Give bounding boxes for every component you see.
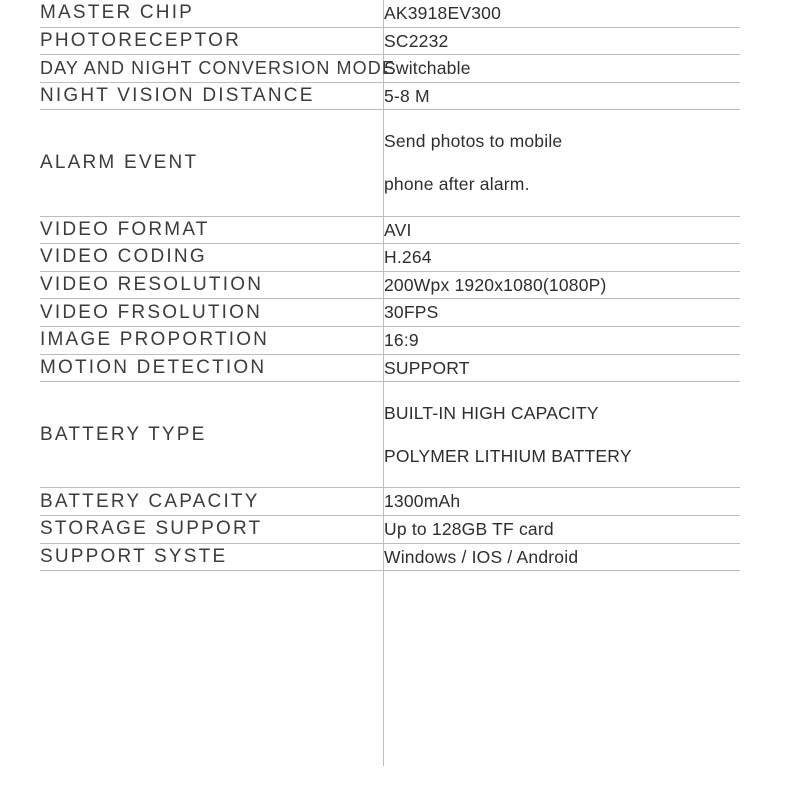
spec-value-line: SC2232	[384, 30, 449, 51]
spec-value-line: Up to 128GB TF card	[384, 518, 554, 539]
spec-label: VIDEO FRSOLUTION	[40, 299, 384, 327]
spec-label: SUPPORT SYSTE	[40, 543, 384, 571]
spec-value-line: 200Wpx 1920x1080(1080P)	[384, 274, 607, 295]
spec-value-line: phone after alarm.	[384, 173, 530, 194]
spec-label: VIDEO RESOLUTION	[40, 271, 384, 299]
spec-label: DAY AND NIGHT CONVERSION MODE	[40, 55, 384, 83]
table-row	[40, 27, 740, 55]
spec-value	[384, 382, 740, 488]
table-row	[40, 299, 740, 327]
spec-value	[384, 271, 740, 299]
spec-value	[384, 0, 740, 27]
spec-label: MOTION DETECTION	[40, 354, 384, 382]
spec-value	[384, 543, 740, 571]
spec-label: IMAGE PROPORTION	[40, 326, 384, 354]
spec-value-line: SUPPORT	[384, 357, 470, 378]
spec-label: STORAGE SUPPORT	[40, 515, 384, 543]
table-row	[40, 55, 740, 83]
spec-value-line: 16:9	[384, 329, 419, 350]
spec-label: NIGHT VISION DISTANCE	[40, 82, 384, 110]
table-row	[40, 110, 740, 216]
spec-value-line: POLYMER LITHIUM BATTERY	[384, 445, 632, 466]
spec-value-line: 30FPS	[384, 302, 439, 323]
spec-value-line: AVI	[384, 219, 412, 240]
spec-value	[384, 216, 740, 244]
spec-label: VIDEO CODING	[40, 244, 384, 272]
table-row	[40, 382, 740, 488]
spec-value	[384, 55, 740, 83]
table-row	[40, 82, 740, 110]
spec-value	[384, 244, 740, 272]
spec-value	[384, 27, 740, 55]
specifications-table-body	[40, 0, 740, 571]
spec-value-line: 5-8 M	[384, 85, 430, 106]
table-row	[40, 326, 740, 354]
table-row	[40, 543, 740, 571]
spec-value-line: Windows / IOS / Android	[384, 546, 579, 567]
spec-value	[384, 82, 740, 110]
spec-value	[384, 326, 740, 354]
table-row	[40, 271, 740, 299]
table-row	[40, 488, 740, 516]
table-row	[40, 515, 740, 543]
spec-label: MASTER CHIP	[40, 0, 384, 27]
spec-label: VIDEO FORMAT	[40, 216, 384, 244]
spec-value	[384, 110, 740, 216]
spec-value-line: H.264	[384, 247, 432, 268]
spec-label: BATTERY TYPE	[40, 382, 384, 488]
spec-label: BATTERY CAPACITY	[40, 488, 384, 516]
spec-value	[384, 515, 740, 543]
table-row	[40, 244, 740, 272]
table-row	[40, 0, 740, 27]
spec-value-line: BUILT-IN HIGH CAPACITY	[384, 403, 599, 424]
spec-label: PHOTORECEPTOR	[40, 27, 384, 55]
table-row	[40, 354, 740, 382]
spec-value-line: AK3918EV300	[384, 3, 502, 23]
table-row	[40, 216, 740, 244]
spec-label: ALARM EVENT	[40, 110, 384, 216]
spec-value	[384, 488, 740, 516]
spec-value-line: 1300mAh	[384, 491, 461, 512]
spec-value	[384, 354, 740, 382]
spec-value	[384, 299, 740, 327]
specifications-table	[40, 0, 740, 571]
spec-value-line: Switchable	[384, 58, 471, 79]
spec-value-line: Send photos to mobile	[384, 131, 563, 152]
